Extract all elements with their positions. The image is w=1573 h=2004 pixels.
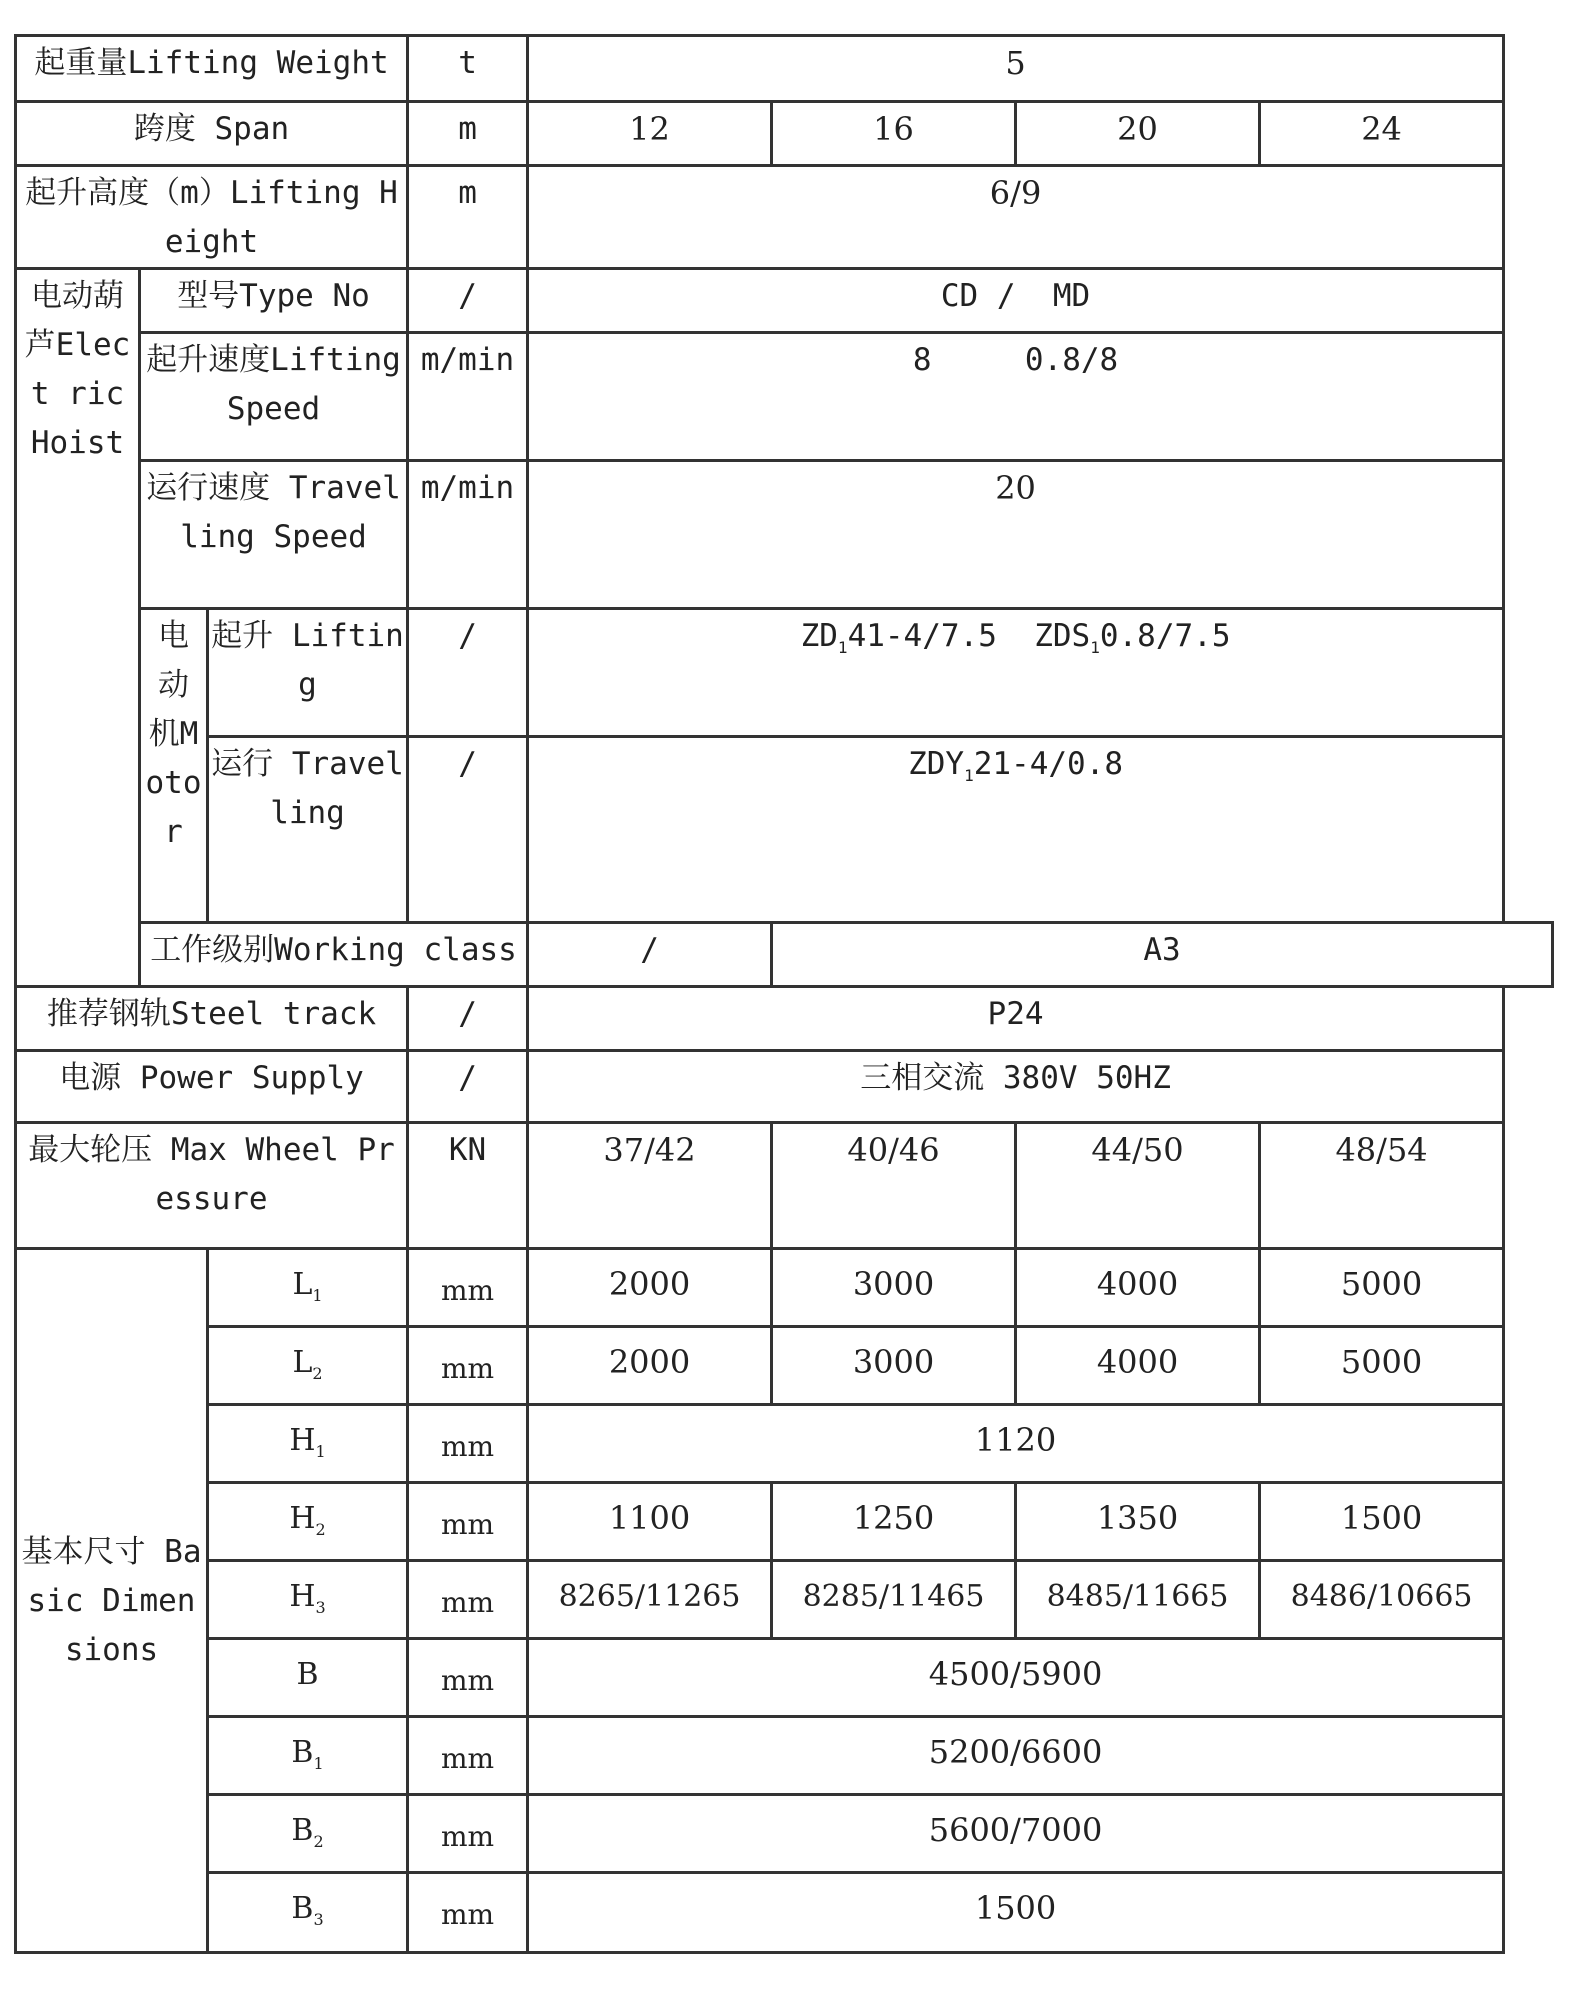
span-value: 12 — [528, 102, 772, 166]
l2-value: 2000 — [528, 1327, 772, 1405]
dimension-row-l2 — [16, 1327, 1553, 1405]
l2-value: 5000 — [1260, 1327, 1504, 1405]
h3-value: 8265/11265 — [528, 1561, 772, 1639]
motor-group-label: 电动机Motor — [140, 609, 208, 923]
steel-track-unit: / — [408, 987, 528, 1051]
dimension-symbol-h1: $H_1$ — [208, 1405, 408, 1483]
wheel-pressure-value: 40/46 — [772, 1123, 1016, 1249]
max-wheel-pressure-label: 最大轮压 Max Wheel Pressure — [16, 1123, 408, 1249]
working-class-unit: / — [528, 923, 772, 987]
motor-lifting-label: 起升 Lifting — [208, 609, 408, 737]
lifting-weight-label: 起重量Lifting Weight — [16, 36, 408, 102]
power-supply-value: 三相交流 380V 50HZ — [528, 1051, 1504, 1123]
basic-dimensions-group-label: 基本尺寸 Basic Dimensions — [16, 1249, 208, 1953]
dimension-symbol-b3: $B_3$ — [208, 1873, 408, 1953]
dimension-symbol-l1: $L_1$ — [208, 1249, 408, 1327]
crane-specification-table — [14, 34, 1554, 1954]
dimension-unit: mm — [408, 1717, 528, 1795]
dimension-row-h2 — [16, 1483, 1553, 1561]
span-value: 24 — [1260, 102, 1504, 166]
b2-value: 5600/7000 — [528, 1795, 1504, 1873]
dimension-row-h1 — [16, 1405, 1553, 1483]
dimension-unit: mm — [408, 1639, 528, 1717]
travelling-speed-label: 运行速度 Travelling Speed — [140, 461, 408, 609]
dimension-symbol-h3: $H_3$ — [208, 1561, 408, 1639]
span-row — [16, 102, 1553, 166]
span-value: 16 — [772, 102, 1016, 166]
power-supply-row — [16, 1051, 1553, 1123]
dimension-symbol-h2: $H_2$ — [208, 1483, 408, 1561]
l2-value: 4000 — [1016, 1327, 1260, 1405]
h2-value: 1250 — [772, 1483, 1016, 1561]
dimension-symbol-b1: $B_1$ — [208, 1717, 408, 1795]
hoist-type-row — [16, 269, 1553, 333]
working-class-label: 工作级别Working class — [140, 923, 528, 987]
dimension-unit: mm — [408, 1873, 528, 1953]
power-supply-unit: / — [408, 1051, 528, 1123]
max-wheel-pressure-unit: KN — [408, 1123, 528, 1249]
wheel-pressure-value: 48/54 — [1260, 1123, 1504, 1249]
b1-value: 5200/6600 — [528, 1717, 1504, 1795]
working-class-value: A3 — [772, 923, 1553, 987]
travelling-speed-row — [16, 461, 1553, 609]
electric-hoist-group-label: 电动葫芦Elect ric Hoist — [16, 269, 140, 987]
l1-value: 2000 — [528, 1249, 772, 1327]
h2-value: 1100 — [528, 1483, 772, 1561]
dimension-row-b1 — [16, 1717, 1553, 1795]
span-unit: m — [408, 102, 528, 166]
span-label: 跨度 Span — [16, 102, 408, 166]
lifting-weight-unit: t — [408, 36, 528, 102]
lifting-height-label: 起升高度（m）Lifting Height — [16, 166, 408, 269]
dimension-row-b2 — [16, 1795, 1553, 1873]
span-value: 20 — [1016, 102, 1260, 166]
l1-value: 3000 — [772, 1249, 1016, 1327]
dimension-unit: mm — [408, 1405, 528, 1483]
lifting-speed-label: 起升速度Lifting Speed — [140, 333, 408, 461]
dimension-unit: mm — [408, 1249, 528, 1327]
type-no-label: 型号Type No — [140, 269, 408, 333]
wheel-pressure-value: 37/42 — [528, 1123, 772, 1249]
lifting-height-unit: m — [408, 166, 528, 269]
lifting-weight-row — [16, 36, 1553, 102]
working-class-row — [16, 923, 1553, 987]
dimension-row-b3 — [16, 1873, 1553, 1953]
h1-value: 1120 — [528, 1405, 1504, 1483]
l2-value: 3000 — [772, 1327, 1016, 1405]
wheel-pressure-value: 44/50 — [1016, 1123, 1260, 1249]
lifting-speed-unit: m/min — [408, 333, 528, 461]
motor-travelling-value: $ZDY_121-4/0.8$ — [528, 737, 1504, 923]
b-value: 4500/5900 — [528, 1639, 1504, 1717]
dimension-unit: mm — [408, 1795, 528, 1873]
type-no-unit: / — [408, 269, 528, 333]
steel-track-label: 推荐钢轨Steel track — [16, 987, 408, 1051]
l1-value: 4000 — [1016, 1249, 1260, 1327]
motor-lifting-unit: / — [408, 609, 528, 737]
dimension-symbol-b: B — [208, 1639, 408, 1717]
l1-value: 5000 — [1260, 1249, 1504, 1327]
lifting-speed-value: 8 0.8/8 — [528, 333, 1504, 461]
dimension-unit: mm — [408, 1561, 528, 1639]
steel-track-value: P24 — [528, 987, 1504, 1051]
max-wheel-pressure-row — [16, 1123, 1553, 1249]
motor-travelling-label: 运行 Travelling — [208, 737, 408, 923]
b3-value: 1500 — [528, 1873, 1504, 1953]
dimension-unit: mm — [408, 1327, 528, 1405]
motor-lifting-row — [16, 609, 1553, 737]
lifting-weight-value: 5 — [528, 36, 1504, 102]
motor-travelling-unit: / — [408, 737, 528, 923]
dimension-symbol-l2: $L_2$ — [208, 1327, 408, 1405]
lifting-height-value: 6/9 — [528, 166, 1504, 269]
h3-value: 8485/11665 — [1016, 1561, 1260, 1639]
h3-value: 8486/10665 — [1260, 1561, 1504, 1639]
power-supply-label: 电源 Power Supply — [16, 1051, 408, 1123]
motor-travelling-row — [16, 737, 1553, 923]
h2-value: 1500 — [1260, 1483, 1504, 1561]
motor-lifting-value: $ZD_141-4/7.5$ $ZDS_10.8/7.5$ — [528, 609, 1504, 737]
dimension-symbol-b2: $B_2$ — [208, 1795, 408, 1873]
type-no-value: CD / MD — [528, 269, 1504, 333]
lifting-height-row — [16, 166, 1553, 269]
steel-track-row — [16, 987, 1553, 1051]
h2-value: 1350 — [1016, 1483, 1260, 1561]
h3-value: 8285/11465 — [772, 1561, 1016, 1639]
dimension-row-b — [16, 1639, 1553, 1717]
travelling-speed-unit: m/min — [408, 461, 528, 609]
dimension-row-l1 — [16, 1249, 1553, 1327]
travelling-speed-value: 20 — [528, 461, 1504, 609]
dimension-unit: mm — [408, 1483, 528, 1561]
dimension-row-h3 — [16, 1561, 1553, 1639]
lifting-speed-row — [16, 333, 1553, 461]
